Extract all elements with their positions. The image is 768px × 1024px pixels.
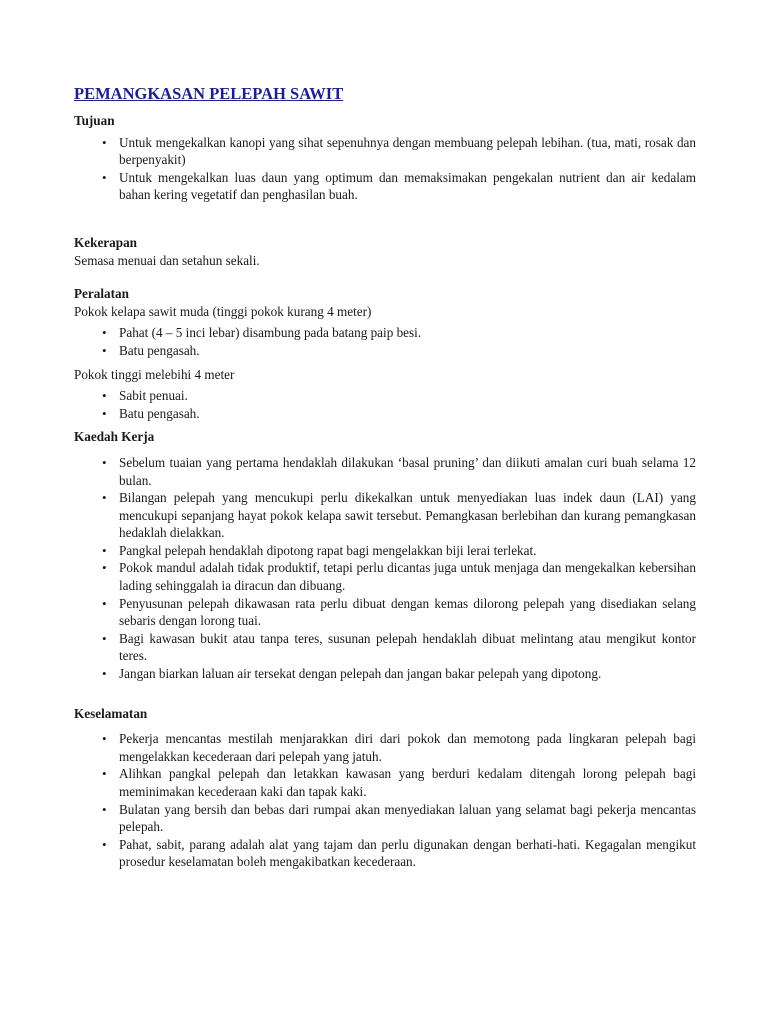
list-item: • Jangan biarkan laluan air tersekat dengan pelepah dan jangan bakar pelepah yang dipotong. <box>102 666 602 682</box>
bullet-icon: • <box>102 666 107 682</box>
bullet-icon: • <box>102 454 107 470</box>
bullet-icon: • <box>102 731 107 747</box>
bullet-icon: • <box>102 134 107 150</box>
list-item: • Untuk mengekalkan kanopi yang sihat sepenuhnya dengan membuang pelepah lebihan. (tua, mati, rosak dan berpenyakit) <box>102 134 696 168</box>
peralatan-group1-label: Pokok kelapa sawit muda (tinggi pokok kurang 4 meter) <box>74 303 372 319</box>
list-item: • Pekerja mencantas mestilah menjarakkan diri dari pokok dan memotong pada lingkaran pelepah bagi mengelakkan kecederaan dari pelepah yang jatuh. <box>102 731 696 764</box>
heading-peralatan: Peralatan <box>74 286 129 302</box>
list-peralatan-group2 <box>74 387 696 422</box>
kekerapan-text: Semasa menuai dan setahun sekali. <box>74 252 260 268</box>
list-item: • Bagi kawasan bukit atau tanpa teres, susunan pelepah hendaklah dibuat melintang atau mengikut kontor teres. <box>102 630 696 664</box>
bullet-icon: • <box>102 388 107 404</box>
list-item: • Pangkal pelepah hendaklah dipotong rapat bagi mengelakkan biji lerai terlekat. <box>102 542 537 558</box>
document-page <box>74 84 696 871</box>
bullet-icon: • <box>102 342 107 358</box>
bullet-icon: • <box>102 542 107 558</box>
list-item: • Sabit penuai. <box>102 388 188 404</box>
bullet-icon: • <box>102 325 107 341</box>
list-item: • Pahat (4 – 5 inci lebar) disambung pada batang paip besi. <box>102 325 422 341</box>
list-item: • Bulatan yang bersih dan bebas dari rumpai akan menyediakan laluan yang selamat bagi pekerja mencantas pelepah. <box>102 801 696 835</box>
list-item: • Sebelum tuaian yang pertama hendaklah dilakukan ‘basal pruning’ dan diikuti amalan curi buah selama 12 bulan. <box>102 454 696 488</box>
bullet-icon: • <box>102 405 107 421</box>
bullet-icon: • <box>102 169 107 185</box>
bullet-icon: • <box>102 836 107 852</box>
list-item: • Untuk mengekalkan luas daun yang optimum dan memaksimakan pengekalan nutrient dan air kedalam bahan kering vegetatif dan penghasilan buah. <box>102 169 696 203</box>
peralatan-group2-label: Pokok tinggi melebihi 4 meter <box>74 366 235 382</box>
list-item: • Batu pengasah. <box>102 342 200 358</box>
heading-kekerapan: Kekerapan <box>74 234 138 250</box>
list-item: • Bilangan pelepah yang mencukupi perlu dikekalkan untuk menyediakan luas indek daun (LAI) yang mencukupi sepanjang hayat pokok kelapa sawit tersebut. Pemangkasan berlebihan dan kurang pemangkasan hedaklah dielakkan. <box>102 490 696 541</box>
list-keselamatan <box>74 730 696 871</box>
list-item: • Pokok mandul adalah tidak produktif, tetapi perlu dicantas juga untuk menjaga dan mengekalkan kebersihan lading sehinggalah ia diracun dan dibuang. <box>102 560 696 594</box>
bullet-icon: • <box>102 560 107 576</box>
heading-tujuan: Tujuan <box>74 113 115 128</box>
list-item: • Batu pengasah. <box>102 405 200 421</box>
list-item: • Penyusunan pelepah dikawasan rata perlu dibuat dengan kemas dilorong pelepah yang disediakan selang sebaris dengan lorong tuai. <box>102 595 696 629</box>
bullet-icon: • <box>102 801 107 817</box>
heading-kaedah-kerja: Kaedah Kerja <box>74 429 155 445</box>
bullet-icon: • <box>102 595 107 611</box>
list-kaedah-kerja <box>74 454 696 683</box>
bullet-icon: • <box>102 766 107 782</box>
document-title: PEMANGKASAN PELEPAH SAWIT <box>74 84 344 103</box>
bullet-icon: • <box>102 630 107 646</box>
list-tujuan <box>74 134 696 204</box>
list-peralatan-group1 <box>74 324 696 359</box>
bullet-icon: • <box>102 490 107 506</box>
heading-keselamatan: Keselamatan <box>74 705 148 721</box>
list-item: • Pahat, sabit, parang adalah alat yang tajam dan perlu digunakan dengan berhati-hati. Kegagalan mengikut prosedur keselamatan boleh mengakibatkan kecederaan. <box>102 836 696 870</box>
list-item: • Alihkan pangkal pelepah dan letakkan kawasan yang berduri kedalam ditengah lorong pelepah bagi meminimakan kecederaan kaki dan tapak kaki. <box>102 766 696 799</box>
